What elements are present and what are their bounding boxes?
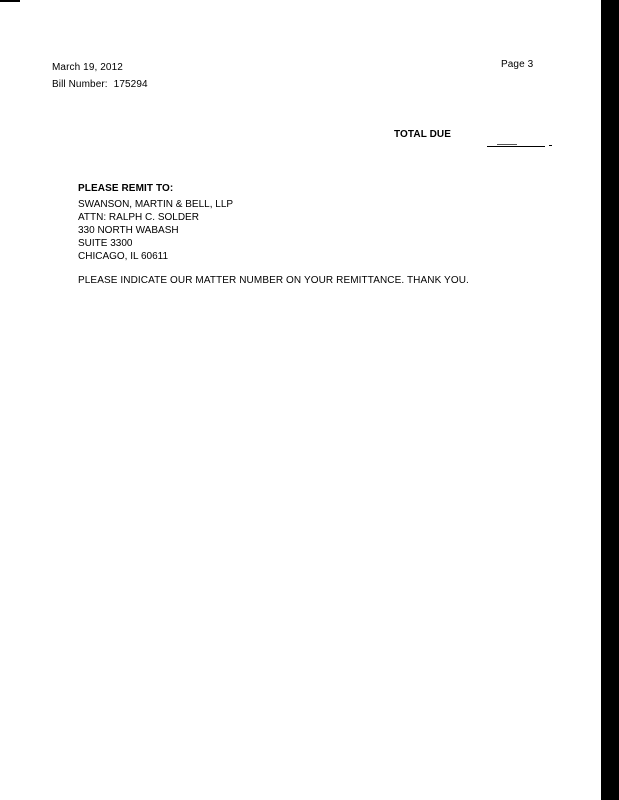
total-due-dash <box>549 145 552 146</box>
address-line-attn: ATTN: RALPH C. SOLDER <box>78 212 199 223</box>
address-line-street: 330 NORTH WABASH <box>78 225 179 236</box>
scan-artifact-edge <box>601 0 619 800</box>
bill-number-label: Bill Number: <box>52 79 108 90</box>
page-number: Page 3 <box>501 59 534 70</box>
remittance-notice: PLEASE INDICATE OUR MATTER NUMBER ON YOUR REMITTANCE. THANK YOU. <box>78 275 469 286</box>
address-line-firm: SWANSON, MARTIN & BELL, LLP <box>78 199 234 210</box>
remit-address <box>78 198 233 263</box>
address-line-suite: SUITE 3300 <box>78 238 133 249</box>
remit-heading: PLEASE REMIT TO: <box>78 183 174 194</box>
total-due-label: TOTAL DUE <box>394 129 452 140</box>
invoice-date: March 19, 2012 <box>52 62 123 73</box>
total-due-redaction <box>497 144 517 145</box>
scan-artifact-mark <box>0 0 20 2</box>
total-due-underline <box>487 146 545 147</box>
bill-number-line <box>52 78 148 91</box>
address-line-city: CHICAGO, IL 60611 <box>78 251 169 262</box>
bill-number-value: 175294 <box>113 79 148 90</box>
